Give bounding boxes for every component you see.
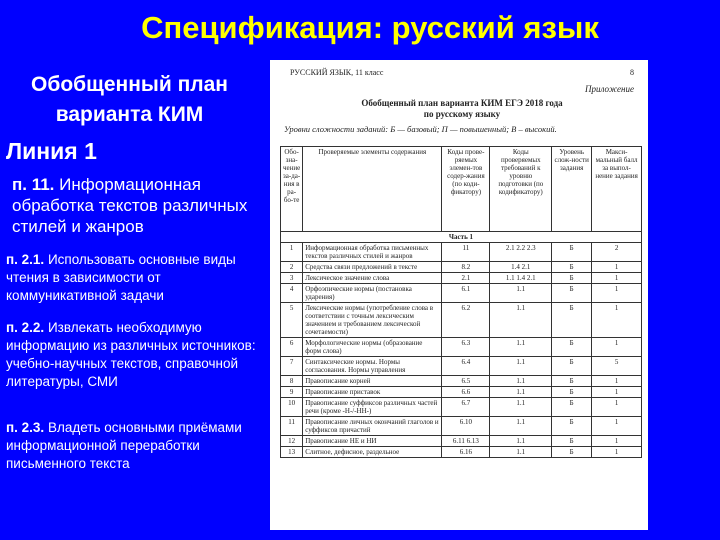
table-row — [281, 398, 642, 417]
task-number-cell: 8 — [281, 376, 303, 387]
line-title: Линия 1 — [6, 138, 97, 164]
content-element-cell: Морфологические нормы (образование форм слова) — [303, 338, 442, 357]
task-number-cell: 13 — [281, 447, 303, 458]
max-score-cell: 1 — [592, 262, 642, 273]
table-row — [281, 417, 642, 436]
table-row — [281, 262, 642, 273]
content-codes-cell: 6.5 — [442, 376, 490, 387]
task-number-cell: 12 — [281, 436, 303, 447]
requirement-codes-cell: 1.1 — [490, 338, 552, 357]
max-score-cell: 1 — [592, 447, 642, 458]
content-element-cell: Правописание приставок — [303, 387, 442, 398]
difficulty-level-cell: Б — [552, 417, 592, 436]
content-codes-cell: 2.1 — [442, 273, 490, 284]
content-codes-cell: 6.10 — [442, 417, 490, 436]
content-element-cell: Правописание суффиксов различных частей речи (кроме -Н-/-НН-) — [303, 398, 442, 417]
difficulty-level-cell: Б — [552, 303, 592, 338]
table-row — [281, 376, 642, 387]
point-2-2-number: п. 2.2. — [6, 320, 45, 335]
max-score-cell: 1 — [592, 436, 642, 447]
task-number-cell: 7 — [281, 357, 303, 376]
plan-title — [290, 98, 634, 120]
max-score-cell: 1 — [592, 387, 642, 398]
content-element-cell: Синтаксические нормы. Нормы согласования. Нормы управления — [303, 357, 442, 376]
part-label: Часть 1 — [281, 232, 642, 243]
point-2-3-number: п. 2.3. — [6, 420, 45, 435]
content-codes-cell: 6.2 — [442, 303, 490, 338]
content-element-cell: Средства связи предложений в тексте — [303, 262, 442, 273]
point-11-text: Информационная обработка текстов различных стилей и жанров — [12, 175, 248, 236]
requirement-codes-cell: 1.4 2.1 — [490, 262, 552, 273]
content-codes-cell: 6.6 — [442, 387, 490, 398]
table-row — [281, 338, 642, 357]
plan-title-line-1: Обобщенный план варианта КИМ ЕГЭ 2018 года — [361, 98, 563, 108]
point-11 — [12, 174, 262, 237]
difficulty-level-cell: Б — [552, 447, 592, 458]
difficulty-level-cell: Б — [552, 284, 592, 303]
content-codes-cell: 6.1 — [442, 284, 490, 303]
table-row — [281, 387, 642, 398]
table-row — [281, 447, 642, 458]
slide-title: Спецификация: русский язык — [141, 10, 599, 45]
max-score-cell: 1 — [592, 303, 642, 338]
table-row — [281, 436, 642, 447]
table-column-header: Коды прове-ряемых элемен-тов содер-жания (по коди-фикатору) — [442, 147, 490, 232]
content-codes-cell: 6.11 6.13 — [442, 436, 490, 447]
requirement-codes-cell: 1.1 — [490, 436, 552, 447]
difficulty-level-cell: Б — [552, 376, 592, 387]
max-score-cell: 1 — [592, 398, 642, 417]
point-2-1-number: п. 2.1. — [6, 252, 45, 267]
task-number-cell: 2 — [281, 262, 303, 273]
task-number-cell: 1 — [281, 243, 303, 262]
document-header — [290, 68, 634, 77]
task-number-cell: 4 — [281, 284, 303, 303]
difficulty-level-cell: Б — [552, 387, 592, 398]
max-score-cell: 1 — [592, 273, 642, 284]
point-2-2-text: Извлекать необходимую информацию из различных источников: учебно-научных текстов, справочной литературы, СМИ — [6, 320, 256, 389]
requirement-codes-cell: 1.1 — [490, 284, 552, 303]
point-2-1 — [6, 251, 262, 305]
document-scan — [270, 60, 648, 530]
plan-title-line-2: по русскому языку — [423, 109, 501, 119]
requirement-codes-cell: 1.1 — [490, 447, 552, 458]
table-column-header: Обо-зна-чение за-да-ния в ра-бо-те — [281, 147, 303, 232]
task-number-cell: 6 — [281, 338, 303, 357]
plan-subtitle: Обобщенный план варианта КИМ — [31, 73, 228, 126]
point-2-2 — [6, 319, 262, 391]
content-element-cell: Лексическое значение слова — [303, 273, 442, 284]
requirement-codes-cell: 1.1 — [490, 417, 552, 436]
content-element-cell: Правописание личных окончаний глаголов и суффиксов причастий — [303, 417, 442, 436]
task-number-cell: 3 — [281, 273, 303, 284]
content-codes-cell: 6.3 — [442, 338, 490, 357]
difficulty-level-cell: Б — [552, 273, 592, 284]
point-2-3-text: Владеть основными приёмами информационной переработки письменного текста — [6, 420, 242, 471]
table-row — [281, 273, 642, 284]
table-column-header: Уровень слож-ности задания — [552, 147, 592, 232]
requirement-codes-cell: 1.1 — [490, 376, 552, 387]
difficulty-level-cell: Б — [552, 243, 592, 262]
content-element-cell: Правописание НЕ и НИ — [303, 436, 442, 447]
table-row — [281, 284, 642, 303]
table-column-header: Макси-мальный балл за выпол-нение задания — [592, 147, 642, 232]
content-element-cell: Правописание корней — [303, 376, 442, 387]
table-row — [281, 357, 642, 376]
left-panel — [0, 70, 262, 540]
kim-plan-table — [280, 146, 642, 458]
table-column-header: Коды проверяемых требований к уровню подготовки (по кодификатору) — [490, 147, 552, 232]
table-row — [281, 303, 642, 338]
content-element-cell: Лексические нормы (употребление слова в соответствии с точным лексическим значением и требованием лексической сочетаемости) — [303, 303, 442, 338]
difficulty-levels: Уровни сложности заданий: Б — базовый; П — повышенный; В – высокий. — [284, 124, 557, 134]
task-number-cell: 9 — [281, 387, 303, 398]
difficulty-level-cell: Б — [552, 262, 592, 273]
task-number-cell: 5 — [281, 303, 303, 338]
max-score-cell: 1 — [592, 338, 642, 357]
content-element-cell: Орфоэпические нормы (постановка ударения) — [303, 284, 442, 303]
max-score-cell: 1 — [592, 376, 642, 387]
document-header-subject: РУССКИЙ ЯЗЫК, 11 класс — [290, 68, 384, 77]
point-2-1-text: Использовать основные виды чтения в зависимости от коммуникативной задачи — [6, 252, 236, 303]
difficulty-level-cell: Б — [552, 357, 592, 376]
document-page-number: 8 — [630, 68, 634, 77]
content-codes-cell: 6.16 — [442, 447, 490, 458]
table-header-row — [281, 147, 642, 232]
requirement-codes-cell: 1.1 — [490, 387, 552, 398]
max-score-cell: 5 — [592, 357, 642, 376]
point-11-number: п. 11. — [12, 175, 55, 194]
max-score-cell: 1 — [592, 417, 642, 436]
content-element-cell: Информационная обработка письменных текстов различных стилей и жанров — [303, 243, 442, 262]
table-row — [281, 243, 642, 262]
max-score-cell: 2 — [592, 243, 642, 262]
annex-label: Приложение — [584, 84, 634, 94]
requirement-codes-cell: 1.1 — [490, 398, 552, 417]
requirement-codes-cell: 1.1 1.4 2.1 — [490, 273, 552, 284]
difficulty-level-cell: Б — [552, 338, 592, 357]
max-score-cell: 1 — [592, 284, 642, 303]
difficulty-level-cell: Б — [552, 398, 592, 417]
content-codes-cell: 11 — [442, 243, 490, 262]
point-2-3 — [6, 419, 262, 473]
content-codes-cell: 8.2 — [442, 262, 490, 273]
task-number-cell: 11 — [281, 417, 303, 436]
content-codes-cell: 6.4 — [442, 357, 490, 376]
part-row — [281, 232, 642, 243]
difficulty-level-cell: Б — [552, 436, 592, 447]
requirement-codes-cell: 1.1 — [490, 357, 552, 376]
requirement-codes-cell: 2.1 2.2 2.3 — [490, 243, 552, 262]
task-number-cell: 10 — [281, 398, 303, 417]
requirement-codes-cell: 1.1 — [490, 303, 552, 338]
content-element-cell: Слитное, дефисное, раздельное — [303, 447, 442, 458]
table-column-header: Проверяемые элементы содержания — [303, 147, 442, 232]
content-codes-cell: 6.7 — [442, 398, 490, 417]
